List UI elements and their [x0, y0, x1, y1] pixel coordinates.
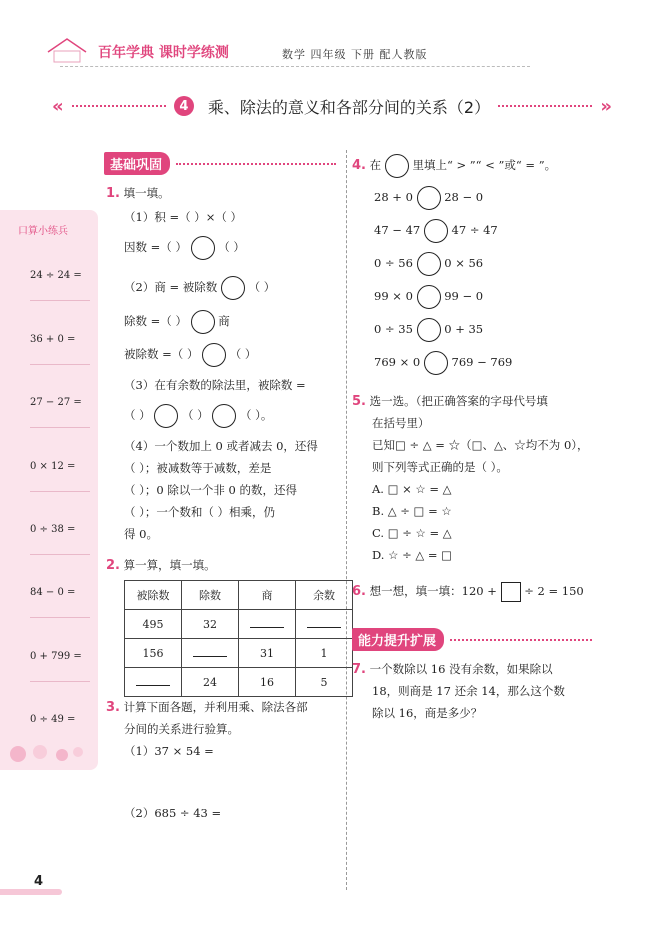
table-cell: 16	[239, 668, 296, 697]
q3-heading	[106, 700, 308, 715]
compare-left: 47 − 47	[374, 223, 421, 237]
q6-line	[352, 582, 584, 602]
q1-text: 被除数 =（ ）	[124, 347, 199, 361]
page-bar	[0, 889, 62, 895]
q1-number: 1.	[106, 186, 120, 201]
double-right-arrow-icon: »	[600, 95, 612, 117]
q6-number: 6.	[352, 584, 366, 599]
answer-circle[interactable]	[212, 404, 236, 428]
table-cell[interactable]	[125, 668, 182, 697]
divider	[30, 491, 90, 492]
q4-number: 4.	[352, 158, 366, 173]
divider	[30, 300, 90, 301]
table-cell[interactable]	[239, 610, 296, 639]
q1-line	[124, 310, 230, 334]
q1-text: （2）商 = 被除数	[124, 280, 218, 294]
compare-item	[374, 351, 512, 375]
compare-item	[374, 318, 483, 342]
sidebar-item: 84 − 0 =	[30, 587, 76, 598]
q1-text: （ ）	[124, 408, 151, 422]
answer-circle[interactable]	[417, 252, 441, 276]
q4-text: 里填上“ > ”“ < ”或“ = ”。	[412, 158, 557, 172]
q3-text: 计算下面各题，并利用乘、除法各部	[123, 700, 308, 714]
section-tag: 基础巩固	[104, 152, 170, 175]
option-c[interactable]: C. □ ÷ ☆ = △	[372, 526, 452, 540]
option-b[interactable]: B. △ ÷ □ = ☆	[372, 504, 452, 518]
q7-line: 除以 16，商是多少？	[372, 706, 483, 720]
q1-line: （ ）；被减数等于减数，差是	[124, 461, 272, 475]
q1-heading	[106, 186, 170, 201]
q1-text: 除数 =（ ）	[124, 314, 187, 328]
answer-circle[interactable]	[202, 343, 226, 367]
compare-right: 769 − 769	[451, 355, 513, 369]
sidebar-item: 24 ÷ 24 =	[30, 270, 82, 281]
q1-title: 填一填。	[123, 186, 170, 200]
compare-right: 99 − 0	[444, 289, 484, 303]
answer-blank[interactable]	[193, 646, 227, 657]
option-d[interactable]: D. ☆ ÷ △ = □	[372, 548, 453, 562]
mental-math-sidebar	[0, 210, 98, 770]
q7-text: 一个数除以 16 没有余数，如果除以	[369, 662, 553, 676]
sidebar-item: 36 + 0 =	[30, 334, 76, 345]
compare-left: 0 ÷ 56	[374, 256, 413, 270]
q1-text: （ ）	[181, 408, 209, 422]
table-cell: 32	[182, 610, 239, 639]
q1-line	[124, 236, 245, 260]
q1-text: （ ）	[218, 240, 245, 254]
compare-left: 769 × 0	[374, 355, 421, 369]
answer-blank[interactable]	[307, 617, 341, 628]
compare-item	[374, 219, 498, 243]
q1-line	[124, 276, 275, 300]
lesson-title: 乘、除法的意义和各部分间的关系（2）	[207, 97, 491, 117]
table-header-row	[125, 581, 353, 610]
table-header: 商	[239, 581, 296, 610]
compare-right: 0 + 35	[444, 322, 484, 336]
answer-box[interactable]	[501, 582, 521, 602]
q1-text: （ ）	[248, 280, 276, 294]
compare-item	[374, 285, 483, 309]
compare-left: 28 + 0	[374, 190, 413, 204]
dotted-line	[176, 163, 336, 165]
table-row	[125, 610, 353, 639]
q5-heading	[352, 394, 548, 409]
compare-right: 28 − 0	[444, 190, 484, 204]
table-cell: 1	[296, 639, 353, 668]
compare-left: 99 × 0	[374, 289, 413, 303]
section-header-advanced	[352, 628, 592, 651]
answer-blank[interactable]	[136, 675, 170, 686]
divider	[30, 364, 90, 365]
answer-circle[interactable]	[417, 318, 441, 342]
answer-circle	[385, 154, 409, 178]
compare-item	[374, 252, 483, 276]
flower-decoration-icon	[6, 740, 86, 770]
q1-line	[124, 404, 272, 428]
q7-number: 7.	[352, 662, 366, 677]
table-cell[interactable]	[296, 610, 353, 639]
lesson-number: 4	[174, 96, 194, 116]
compare-item	[374, 186, 483, 210]
sidebar-item: 0 + 799 =	[30, 651, 82, 662]
brand-title: 百年学典 课时学练测	[98, 45, 229, 61]
column-divider	[346, 150, 347, 890]
q1-line: （3）在有余数的除法里，被除数 =	[124, 378, 306, 392]
answer-circle[interactable]	[417, 186, 441, 210]
sidebar-item: 27 − 27 =	[30, 397, 82, 408]
house-logo-icon	[44, 36, 90, 68]
q5-line: 在括号里）	[372, 416, 430, 430]
table-cell: 495	[125, 610, 182, 639]
lesson-title-bar	[52, 94, 612, 118]
option-a[interactable]: A. □ × ☆ = △	[372, 482, 452, 496]
header-divider	[60, 66, 530, 67]
sidebar-badge: 口算小练兵	[18, 226, 68, 237]
page-number: 4	[34, 874, 44, 889]
compare-left: 0 ÷ 35	[374, 322, 413, 336]
table-cell[interactable]	[182, 639, 239, 668]
q2-title: 算一算，填一填。	[123, 558, 216, 572]
answer-blank[interactable]	[250, 617, 284, 628]
divider	[30, 617, 90, 618]
table-cell: 31	[239, 639, 296, 668]
q1-line: （4）一个数加上 0 或者减去 0，还得	[124, 439, 318, 453]
double-left-arrow-icon: «	[52, 95, 64, 117]
answer-circle[interactable]	[424, 351, 448, 375]
q7-line: 18，则商是 17 还余 14，那么这个数	[372, 684, 565, 698]
q3-line: 分间的关系进行验算。	[124, 722, 239, 736]
answer-circle[interactable]	[191, 310, 215, 334]
q5-line: 已知□ ÷ △ = ☆（□、△、☆均不为 0），	[372, 438, 589, 452]
q1-text: 商	[218, 314, 230, 328]
sidebar-item: 0 ÷ 38 =	[30, 524, 76, 535]
q3-part: （1）37 × 54 =	[124, 744, 214, 758]
sidebar-item: 0 × 12 =	[30, 461, 76, 472]
divider	[30, 681, 90, 682]
q2-number: 2.	[106, 558, 120, 573]
q4-text: 在	[369, 158, 382, 172]
q6-text: 想一想，填一填：120 +	[369, 584, 497, 598]
answer-circle[interactable]	[191, 236, 215, 260]
section-header-basic	[104, 152, 336, 175]
section-tag: 能力提升扩展	[352, 628, 444, 651]
compare-right: 47 ÷ 47	[451, 223, 498, 237]
table-cell: 5	[296, 668, 353, 697]
dotted-line	[450, 639, 592, 641]
q5-text: 选一选。（把正确答案的字母代号填	[369, 394, 548, 408]
q1-line: （1）积 =（ ）×（ ）	[124, 210, 243, 224]
q1-text: 因数 =（ ）	[124, 240, 187, 254]
division-table	[124, 580, 353, 697]
q2-heading	[106, 558, 216, 573]
q4-heading	[352, 154, 556, 178]
answer-circle[interactable]	[221, 276, 245, 300]
table-header: 被除数	[125, 581, 182, 610]
q1-line: 得 0。	[124, 527, 158, 541]
dotted-line	[498, 105, 592, 107]
book-info: 数学 四年级 下册 配人教版	[282, 48, 428, 61]
q1-line: （ ）；一个数和（ ）相乘，仍	[124, 505, 276, 519]
q6-text: ÷ 2 = 150	[524, 584, 584, 598]
table-row	[125, 639, 353, 668]
sidebar-item: 0 ÷ 49 =	[30, 714, 76, 725]
table-cell: 24	[182, 668, 239, 697]
answer-circle[interactable]	[417, 285, 441, 309]
table-cell: 156	[125, 639, 182, 668]
answer-circle[interactable]	[424, 219, 448, 243]
table-row	[125, 668, 353, 697]
q3-part: （2）685 ÷ 43 =	[124, 806, 222, 820]
compare-right: 0 × 56	[444, 256, 484, 270]
divider	[30, 427, 90, 428]
q1-line	[124, 343, 256, 367]
answer-circle[interactable]	[154, 404, 178, 428]
q5-number: 5.	[352, 394, 366, 409]
divider	[30, 554, 90, 555]
dotted-line	[72, 105, 166, 107]
q1-text: （ ）	[229, 347, 257, 361]
q1-line: （ ）；0 除以一个非 0 的数，还得	[124, 483, 298, 497]
q1-text: （ ）。	[239, 408, 273, 422]
q7-heading	[352, 662, 553, 677]
q3-number: 3.	[106, 700, 120, 715]
table-header: 余数	[296, 581, 353, 610]
q5-line: 则下列等式正确的是（ ）。	[372, 460, 508, 474]
table-header: 除数	[182, 581, 239, 610]
